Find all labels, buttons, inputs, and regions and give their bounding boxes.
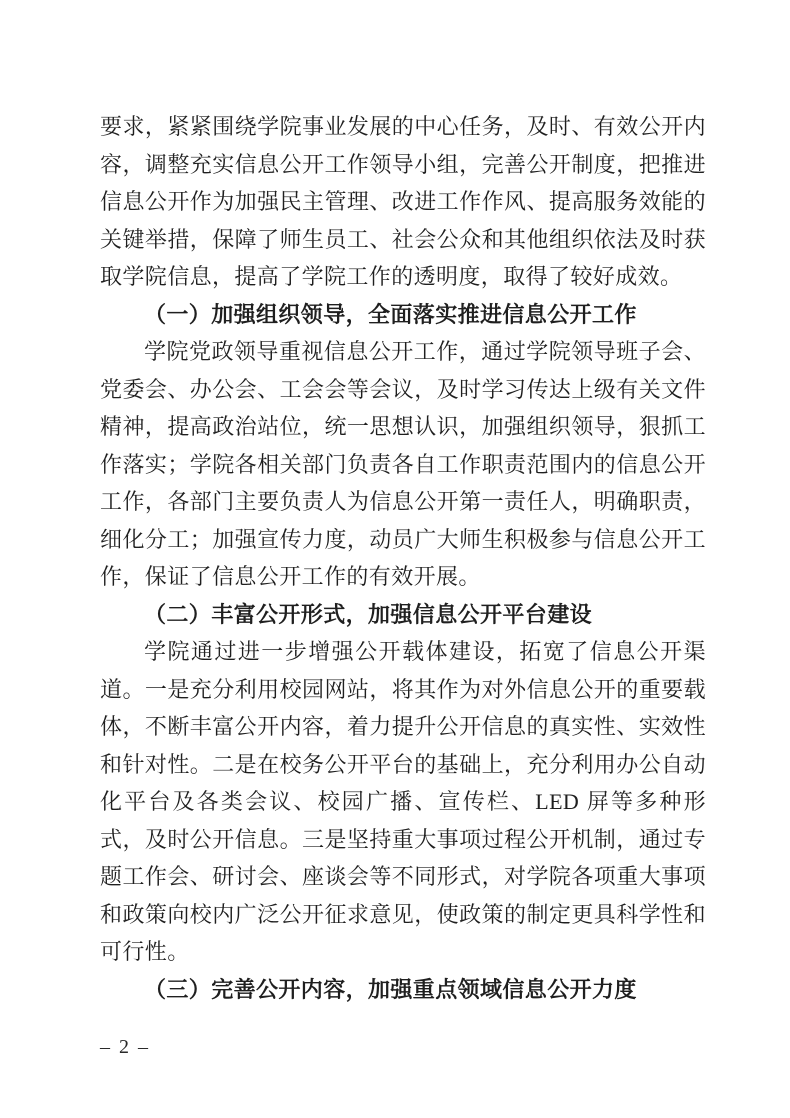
page-number: – 2 – (100, 1036, 150, 1058)
document-body (100, 108, 706, 1008)
section-heading-3: （三）完善公开内容，加强重点领域信息公开力度 (144, 976, 637, 1002)
paragraph-section-2: 学院通过进一步增强公开载体建设，拓宽了信息公开渠道。一是充分利用校园网站，将其作为对外信息公开的重要载体，不断丰富公开内容，着力提升公开信息的真实性、实效性和针对性。二是在校务公开平台的基础上，充分利用办公自动化平台及各类会议、校园广播、宣传栏、LED 屏等多种形式，及时公开信息。三是坚持重大事项过程公开机制，通过专题工作会、研讨会、座谈会等不同形式，对学院各项重大事项和政策向校内广泛公开征求意见，使政策的制定更具科学性和可行性。 (100, 639, 706, 964)
section-heading-1: （一）加强组织领导，全面落实推进信息公开工作 (144, 301, 637, 327)
paragraph-continuation: 要求，紧紧围绕学院事业发展的中心任务，及时、有效公开内容，调整充实信息公开工作领导小组，完善公开制度，把推进信息公开作为加强民主管理、改进工作作风、提高服务效能的关键举措，保障了师生员工、社会公众和其他组织依法及时获取学院信息，提高了学院工作的透明度，取得了较好成效。 (100, 114, 706, 289)
paragraph-section-1: 学院党政领导重视信息公开工作，通过学院领导班子会、党委会、办公会、工会会等会议，及时学习传达上级有关文件精神，提高政治站位，统一思想认识，加强组织领导，狠抓工作落实；学院各相关部门负责各自工作职责范围内的信息公开工作，各部门主要负责人为信息公开第一责任人，明确职责，细化分工；加强宣传力度，动员广大师生积极参与信息公开工作，保证了信息公开工作的有效开展。 (100, 339, 706, 589)
section-heading-2: （二）丰富公开形式，加强信息公开平台建设 (144, 601, 593, 627)
